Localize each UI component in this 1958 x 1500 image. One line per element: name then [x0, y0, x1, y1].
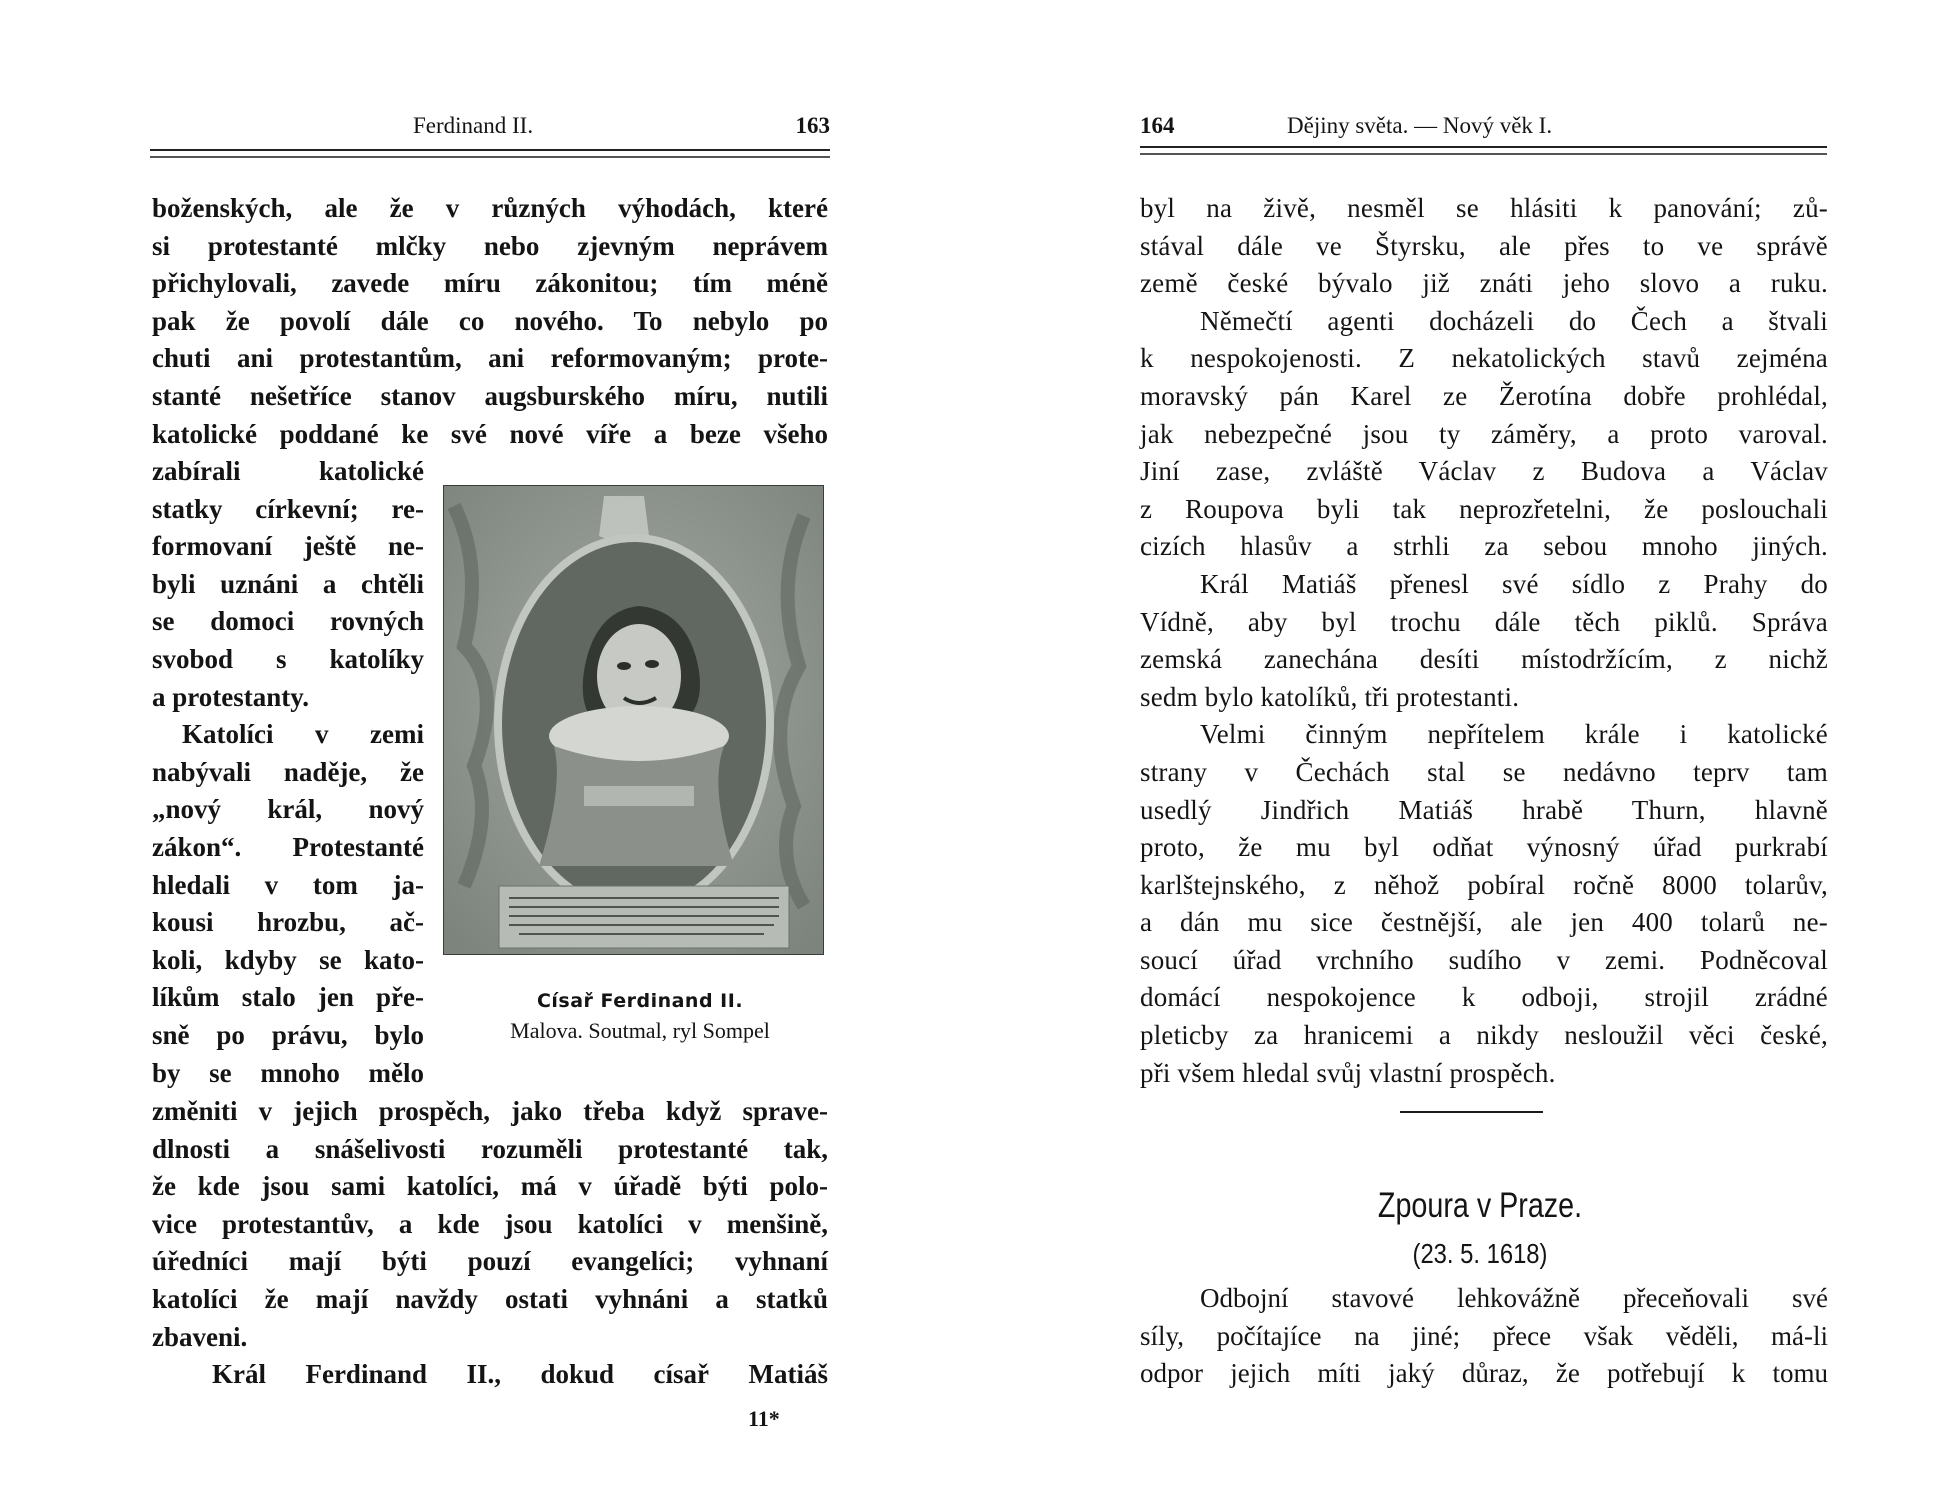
header-rule: [150, 149, 830, 158]
text-line: Jiní zase, zvláště Václav z Budova a Václav: [1140, 456, 1828, 487]
text-line: že kde jsou sami katolíci, má v úřadě býti polo-: [152, 1171, 828, 1202]
text-line: byl na živě, nesměl se hlásiti k panování; zů-: [1140, 193, 1828, 223]
text-line: a protestanty.: [152, 681, 310, 712]
text-line: se domoci rovných: [152, 606, 424, 637]
text-line: koli, kdyby se kato-: [152, 944, 424, 975]
text-line: líkům stalo jen pře-: [152, 982, 424, 1013]
text-line: domácí nespokojence k odboji, strojil zrádné: [1140, 982, 1828, 1013]
text-line: katolíci že mají navždy ostati vyhnáni a statků: [152, 1283, 828, 1314]
right-body-bottom: [1140, 1280, 1828, 1393]
text-line: kousi hrozbu, ač-: [152, 907, 424, 938]
text-line: jak nebezpečné jsou ty záměry, a proto varoval.: [1140, 418, 1828, 449]
text-line: byli uznáni a chtěli: [152, 568, 424, 599]
text-line: stával dále ve Štyrsku, ale přes to ve správě: [1140, 230, 1828, 261]
text-line: Němečtí agenti docházeli do Čech a štvali: [1200, 305, 1828, 336]
text-line: změniti v jejich prospěch, jako třeba když sprave-: [152, 1096, 828, 1126]
text-line: boženských, ale že v různých výhodách, které: [152, 193, 828, 223]
portrait-image-icon: [444, 486, 823, 954]
page-number: 164: [1140, 113, 1175, 138]
text-line: vice protestantův, a kde jsou katolíci v menšině,: [152, 1208, 828, 1239]
text-line: dlnosti a snášelivosti rozuměli protestanté tak,: [152, 1133, 828, 1164]
text-line: sedm bylo katolíků, tři protestanti.: [1140, 681, 1520, 712]
text-line: a dán mu sice čestnější, ale jen 400 tolarů ne-: [1140, 907, 1828, 938]
text-line: karlštejnského, z něhož pobíral ročně 8000 tolarův,: [1140, 869, 1828, 900]
signature-mark: 11*: [748, 1406, 780, 1431]
running-head-right: [1140, 113, 1827, 143]
text-line: Král Matiáš přenesl své sídlo z Prahy do: [1200, 568, 1828, 599]
text-line: odpor jejich míti jaký důraz, že potřebují k tomu: [1140, 1358, 1828, 1389]
text-line: zabírali katolické: [152, 456, 424, 486]
text-line: proto, že mu byl odňat výnosný úřad purkrabí: [1140, 832, 1828, 863]
text-line: stanté nešetříce stanov augsburského míru, nutili: [152, 380, 828, 411]
text-line: si protestanté mlčky nebo zjevným neprávem: [152, 230, 828, 261]
left-body-narrow: [152, 453, 424, 1092]
text-line: „nový král, nový: [152, 794, 424, 825]
text-line: úředníci mají býti pouzí evangelíci; vyhnaní: [152, 1246, 828, 1277]
portrait-engraving: [443, 485, 824, 955]
text-line: pleticby za hranicemi a nikdy nesloužil věci české,: [1140, 1020, 1828, 1051]
text-line: zákon“. Protestanté: [152, 831, 424, 862]
text-line: síly, počítajíce na jiné; přece však věděli, má-li: [1140, 1320, 1828, 1351]
text-line: cizích hlasův a strhli za sebou mnoho jiných.: [1140, 531, 1828, 562]
page-number: 163: [795, 113, 830, 138]
text-line: Velmi činným nepřítelem krále i katolické: [1200, 719, 1828, 750]
text-line: sně po právu, bylo: [152, 1019, 424, 1050]
text-line: formovaní ještě ne-: [152, 531, 424, 562]
section-title: Zpoura v Praze.: [1377, 1186, 1583, 1225]
text-line: statky církevní; re-: [152, 493, 424, 524]
text-line: Katolíci v zemi: [182, 719, 424, 750]
left-body-bottom: [152, 1093, 828, 1394]
text-line: svobod s katolíky: [152, 643, 424, 674]
text-line: hledali v tom ja-: [152, 869, 424, 900]
text-line: soucí úřad vrchního sudího v zemi. Podněcoval: [1140, 944, 1828, 975]
section-separator: [1400, 1111, 1543, 1113]
text-line: nabývali naděje, že: [152, 756, 424, 787]
text-line: Odbojní stavové lehkovážně přeceňovali své: [1200, 1283, 1828, 1313]
text-line: zbaveni.: [152, 1321, 248, 1352]
text-line: země české bývalo již znáti jeho slovo a ruku.: [1140, 268, 1828, 299]
running-title: Dějiny světa. — Nový věk I.: [1287, 113, 1553, 138]
text-line: katolické poddané ke své nové víře a beze všeho: [152, 418, 828, 449]
section-date: (23. 5. 1618): [1412, 1238, 1548, 1269]
text-line: moravský pán Karel ze Žerotína dobře prohlédal,: [1140, 380, 1828, 411]
figure-caption-credit: Malova. Soutmal, ryl Sompel: [510, 1018, 770, 1043]
left-body-top: [152, 190, 828, 453]
text-line: Vídně, aby byl trochu dále těch piklů. Správa: [1140, 606, 1828, 637]
text-line: při všem hledal svůj vlastní prospěch.: [1140, 1057, 1556, 1088]
text-line: zemská zanechána desíti místodržícím, z nichž: [1140, 644, 1828, 675]
running-title: Ferdinand II.: [413, 113, 534, 138]
figure-caption-title: Císař Ferdinand II.: [536, 990, 744, 1012]
text-line: Král Ferdinand II., dokud císař Matiáš: [212, 1359, 828, 1390]
text-line: pak že povolí dále co nového. To nebylo po: [152, 305, 828, 336]
text-line: by se mnoho mělo: [152, 1057, 424, 1088]
running-head-left: [150, 113, 830, 143]
text-line: k nespokojenosti. Z nekatolických stavů zejména: [1140, 343, 1828, 374]
text-line: přichylovali, zavede míru zákonitou; tím méně: [152, 268, 828, 299]
text-line: usedlý Jindřich Matiáš hrabě Thurn, hlavně: [1140, 794, 1828, 825]
text-line: strany v Čechách stal se nedávno teprv tam: [1140, 756, 1828, 787]
text-line: z Roupova byli tak neprozřetelni, že poslouchali: [1140, 493, 1828, 524]
text-line: chuti ani protestantům, ani reformovaným; prote-: [152, 343, 828, 374]
header-rule: [1140, 146, 1827, 155]
right-body-top: [1140, 190, 1828, 1092]
